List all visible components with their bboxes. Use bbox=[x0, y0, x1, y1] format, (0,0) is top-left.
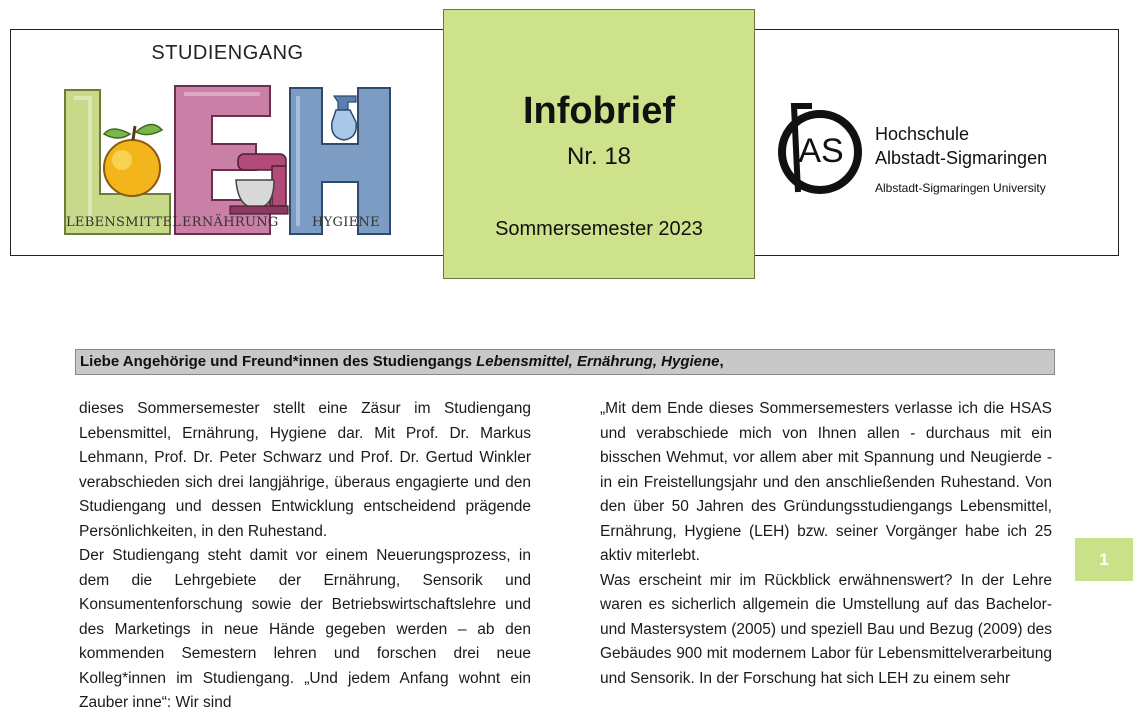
apple-icon bbox=[104, 124, 162, 196]
university-name-line2: Albstadt-Sigmaringen bbox=[875, 148, 1048, 168]
university-name-english: Albstadt-Sigmaringen University bbox=[875, 181, 1046, 195]
right-paragraph-2: Was erscheint mir im Rückblick erwähnenswert? In der Lehre waren es sicherlich allgemein die Umstellung auf das Bachelor- und Mastersystem (2005) und speziell Bau und Bezug (2009) des Gebäudes 900 mit modernem Labor für Lebensmittelverarbeitung und Sensorik. In der Forschung hat sich LEH zu einem sehr bbox=[600, 571, 1052, 687]
caption-hygiene: HYGIENE bbox=[312, 215, 380, 230]
has-logo-icon bbox=[778, 102, 868, 202]
greeting-heading bbox=[75, 349, 1055, 375]
greeting-prefix: Liebe Angehörige und Freund*innen des Studiengangs bbox=[80, 353, 477, 370]
logo-top-label: STUDIENGANG bbox=[151, 42, 304, 64]
newsletter-title: Infobrief bbox=[523, 90, 675, 132]
left-text-column bbox=[79, 397, 531, 716]
left-paragraph-2: Der Studiengang steht damit vor einem Neuerungsprozess, in dem die Lehrgebiete der Ernährung, Sensorik und Konsumentenforschung sowie der Betriebswirtschaftslehre und des Marketings in neue Hände gegeben werden – ab den kommenden Semestern lehren und forschen drei neue Kolleg*innen im Studiengang. „Und jedem Anfang wohnt ein Zauber inne“: Wir sind bbox=[79, 547, 531, 711]
university-logo bbox=[778, 102, 1078, 212]
svg-text:AS: AS bbox=[798, 132, 844, 170]
issue-number: Nr. 18 bbox=[566, 143, 632, 170]
right-paragraph-1: „Mit dem Ende dieses Sommersemesters verlasse ich die HSAS und verabschiede mich von Ihnen allen - durchaus mit ein bisschen Wehmut, vor allem aber mit Spannung und Neugierde - in ein Freistellungsjahr und den anschließenden Ruhestand. Von den über 50 Jahren des Gründungsstudiengangs Lebensmittel, Ernährung, Hygiene (LEH) bzw. seiner Vorgänger habe ich 25 aktiv miterlebt. bbox=[600, 400, 1052, 564]
greeting-suffix: , bbox=[719, 353, 724, 370]
spray-bottle-icon bbox=[332, 96, 357, 140]
page-number-badge: 1 bbox=[1075, 538, 1133, 581]
leh-logo bbox=[60, 42, 395, 242]
greeting-program-name: Lebensmittel, Ernährung, Hygiene bbox=[476, 353, 720, 370]
semester-label: Sommersemester 2023 bbox=[495, 218, 703, 240]
right-text-column bbox=[600, 397, 1052, 691]
university-name-line1: Hochschule bbox=[875, 124, 970, 144]
caption-ernaehrung: ERNÄHRUNG bbox=[182, 215, 279, 230]
caption-lebensmittel: LEBENSMITTEL bbox=[66, 215, 182, 230]
left-paragraph-1: dieses Sommersemester stellt eine Zäsur im Studiengang Lebensmittel, Ernährung, Hygiene dar. Mit Prof. Dr. Markus Lehmann, Prof. Dr. Peter Schwarz und Prof. Dr. Gertud Winkler verabschieden sich drei langjährige, überaus engagierte und den Studiengang und dessen Entwicklung entscheidend prägende Persönlichkeiten, in den Ruhestand. bbox=[79, 400, 531, 540]
infobrief-title-box bbox=[443, 9, 755, 279]
